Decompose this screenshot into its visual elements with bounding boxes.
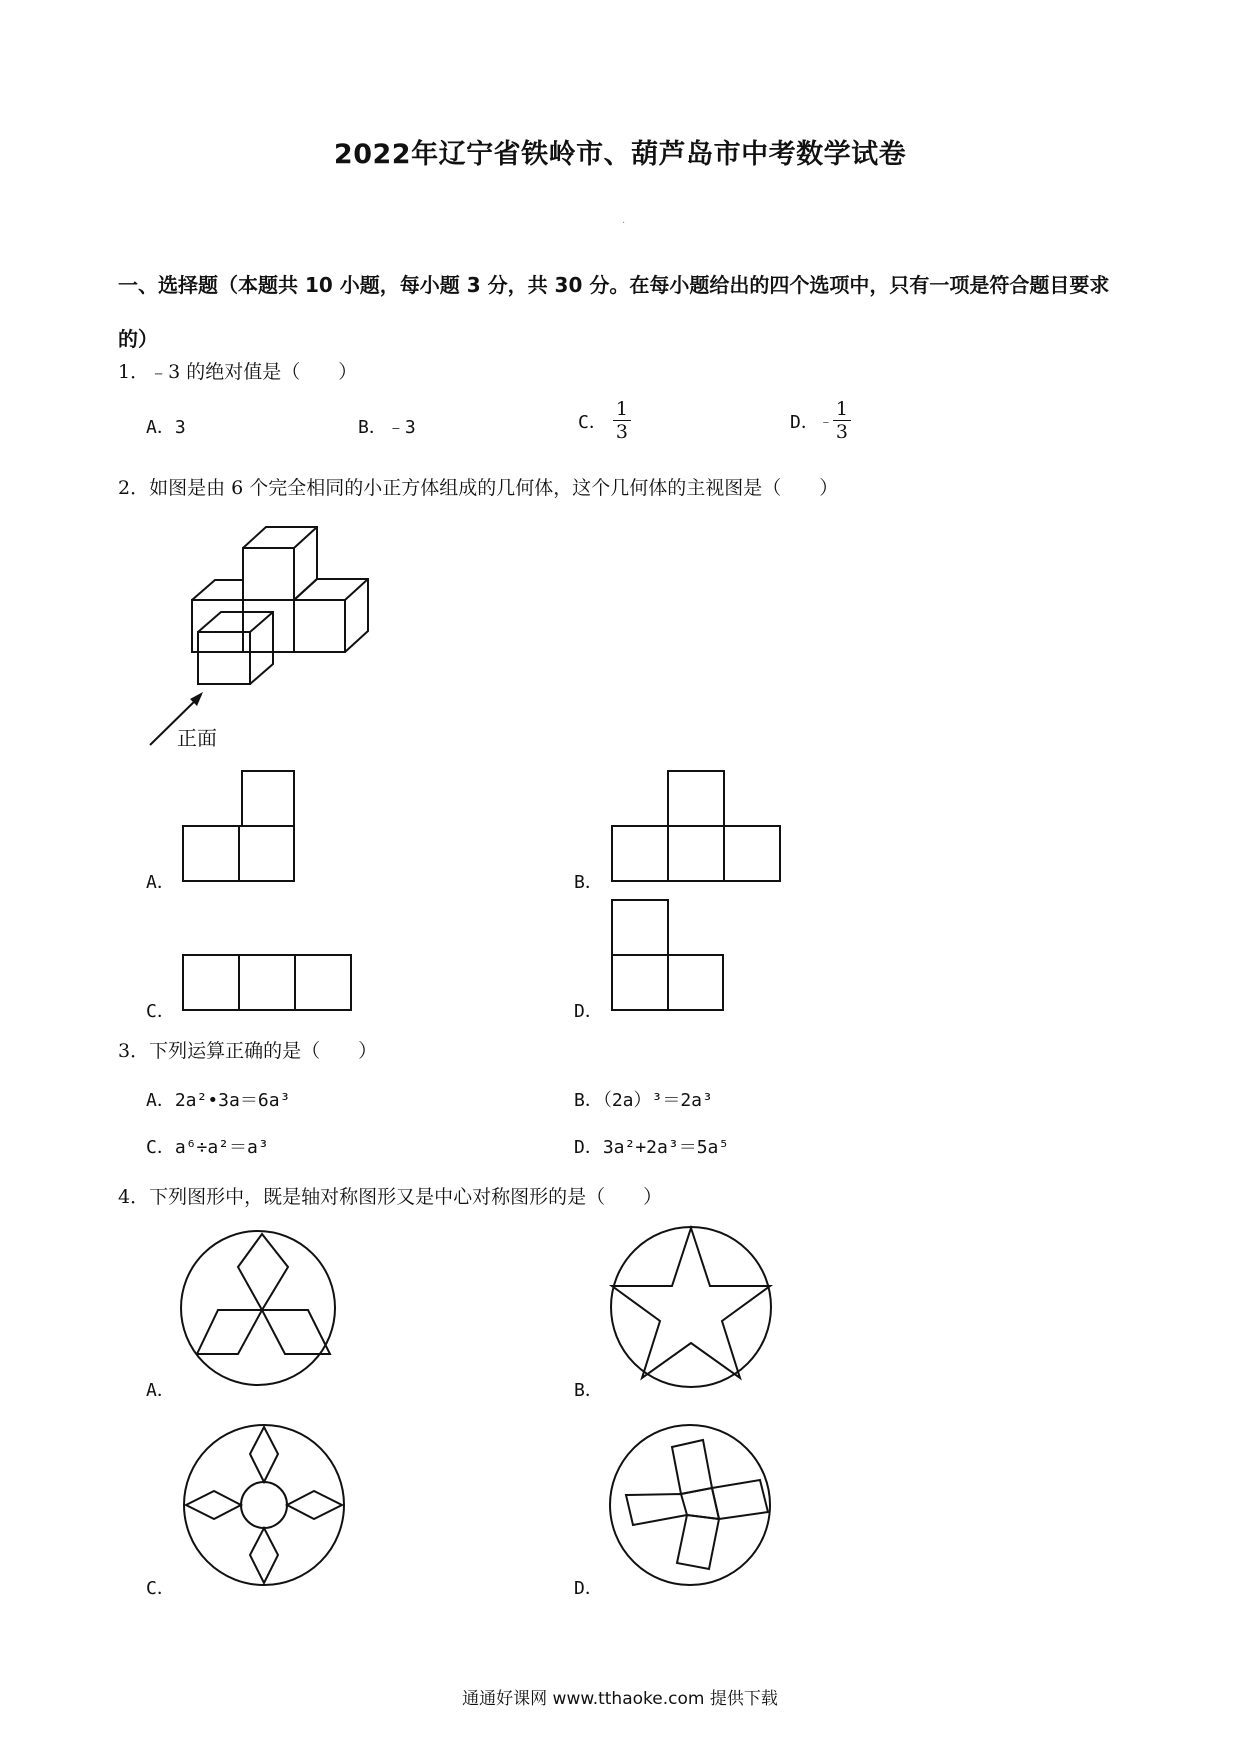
- section-heading: 一、选择题（本题共 10 小题，每小题 3 分，共 30 分。在每小题给出的四个选项中，只有一项是符合题目要求的）: [118, 273, 1110, 351]
- q4-option-b: B．: [574, 1380, 603, 1401]
- q4-option-a-figure: [180, 1228, 340, 1388]
- q2-option-c: C．: [146, 1001, 175, 1022]
- q1-option-d-denominator: 3: [835, 421, 848, 443]
- q1-option-b: B．﹣3: [358, 417, 416, 438]
- q2-option-a: A．: [146, 872, 175, 893]
- q1-option-a: A．3: [146, 417, 186, 438]
- q2-stem: 2．如图是由 6 个完全相同的小正方体组成的几何体，这个几何体的主视图是（ ）: [118, 477, 839, 499]
- q4-option-d: D．: [574, 1578, 603, 1599]
- q4-option-c: C．: [146, 1578, 175, 1599]
- q1-option-c-label: C．: [578, 411, 607, 433]
- q4-stem: 4．下列图形中，既是轴对称图形又是中心对称图形的是（ ）: [118, 1186, 663, 1208]
- q4-option-d-figure: [608, 1423, 778, 1593]
- q1-option-d-label: D．: [790, 411, 819, 433]
- q2-option-a-figure: [180, 770, 300, 885]
- q3-option-a: A．2a²•3a＝6a³: [146, 1090, 291, 1111]
- q1-option-c-denominator: 3: [615, 421, 628, 443]
- q1-option-d-numerator: 1: [833, 398, 851, 421]
- dot-mark: ·: [622, 218, 626, 229]
- q2-front-label: 正面: [177, 726, 217, 750]
- page-footer: 通通好课网 www.tthaoke.com 提供下载: [462, 1689, 778, 1709]
- q4-option-c-figure: [180, 1423, 350, 1593]
- q2-option-b: B．: [574, 872, 603, 893]
- q2-option-d-figure: [608, 896, 738, 1016]
- q4-option-b-figure: [608, 1224, 778, 1394]
- q1-option-c-fraction: [613, 398, 631, 443]
- q3-option-b: B．（2a）³＝2a³: [574, 1090, 713, 1111]
- q2-option-b-figure: [608, 770, 788, 885]
- q1-option-c-numerator: 1: [613, 398, 631, 421]
- q1-option-d: [790, 398, 851, 443]
- q1-option-d-sign: ﹣: [818, 413, 833, 430]
- page-title: 2022年辽宁省铁岭市、葫芦岛市中考数学试卷: [333, 139, 907, 170]
- q3-stem: 3．下列运算正确的是（ ）: [118, 1040, 378, 1062]
- q1-option-d-fraction: [833, 398, 851, 443]
- q3-option-c: C．a⁶÷a²＝a³: [146, 1137, 269, 1158]
- q3-option-d: D．3a²+2a³＝5a⁵: [574, 1137, 730, 1158]
- q2-option-c-figure: [180, 950, 360, 1015]
- q4-option-a: A．: [146, 1380, 175, 1401]
- q1-option-c: [578, 398, 631, 443]
- q1-stem: 1．﹣3 的绝对值是（ ）: [118, 361, 358, 383]
- q2-option-d: D．: [574, 1001, 603, 1022]
